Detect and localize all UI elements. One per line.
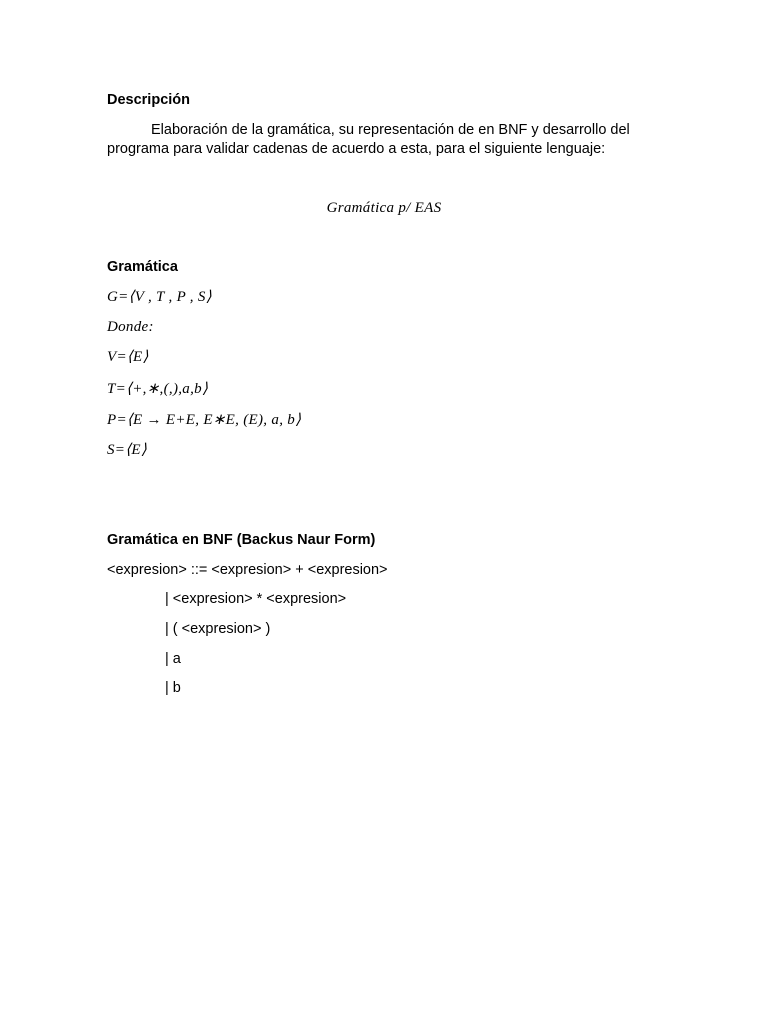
bnf-rule-alternative: | b [165, 680, 181, 696]
description-paragraph-line-1: Elaboración de la gramática, su representación de en BNF y desarrollo del [151, 122, 630, 138]
description-paragraph-line-2: programa para validar cadenas de acuerdo a esta, para el siguiente lenguaje: [107, 141, 606, 157]
grammar-start-line: S=⟨E⟩ [107, 442, 147, 458]
grammar-tuple-line: G=⟨V , T , P , S⟩ [107, 289, 212, 305]
bnf-rule-alternative: | ( <expresion> ) [165, 621, 271, 637]
description-heading: Descripción [107, 92, 190, 108]
grammar-productions-line: P=⟨E → E+E, E∗E, (E), a, b⟩ [107, 412, 302, 428]
language-title: Gramática p/ EAS [326, 200, 442, 216]
grammar-terminals-line: T=⟨+,∗,(,),a,b⟩ [107, 381, 209, 397]
grammar-variables-line: V=⟨E⟩ [107, 349, 149, 365]
grammar-heading: Gramática [107, 259, 178, 275]
bnf-rule-main: <expresion> ::= <expresion> + <expresion> [107, 562, 388, 578]
grammar-donde-line: Donde: [107, 319, 154, 335]
bnf-rule-alternative: | <expresion> * <expresion> [165, 591, 347, 607]
bnf-heading: Gramática en BNF (Backus Naur Form) [107, 532, 376, 548]
bnf-rule-alternative: | a [165, 651, 181, 667]
